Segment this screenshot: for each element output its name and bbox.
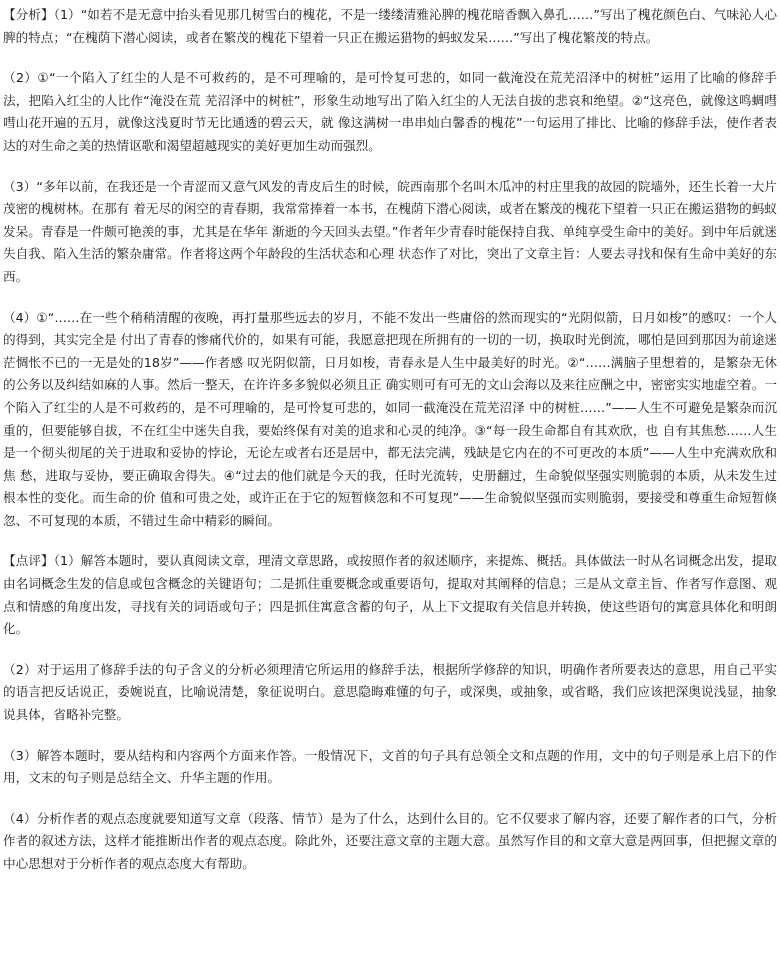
comment-paragraph-3: （3）解答本题时，要从结构和内容两个方面来作答。一般情况下，文首的句子具有总领全文和点题的作用，文中的句子则是承上启下的作用，文末的句子则是总结全文、升华主题的作用。 [3,747,777,786]
analysis-paragraph-1 [3,4,777,49]
analysis-label: 【分析】 [3,7,54,22]
analysis-paragraph-3: （3）“多年以前，在我还是一个青涩而又意气风发的青皮后生的时候，皖西南那个名叫木瓜冲的村庄里我的故园的院墙外，还生长着一大片茂密的槐树林。在那有 着无尽的闲空的青春期，我常常捧着一本书，在槐荫下潜心阅读，或者在繁茂的槐花下望着一只正在搬运猎物的蚂蚁发呆。青春是一件颇可艳羡的事，尤其是在华年 渐逝的今天回头去望。”作者年少青春时能保持自我、单纯享受生命中的美好。到中年后就迷失自我、陷入生活的繁杂庸常。作者将这两个年龄段的生活状态和心理 状态作了对比，突出了文章主旨：人要去寻找和保有生命中美好的东西。 [3,178,777,284]
analysis-paragraph-4: （4）①“……在一些个稍稍清醒的夜晚，再打量那些远去的岁月，不能不发出一些庸俗的然而现实的“光阴似箭，日月如梭”的感叹：一个人的得到，其实完全是 付出了青春的惨痛代价的，如果有可能，我愿意把现在所拥有的一切的一切，换取时光倒流，哪怕是回到那因为前途迷茫惆怅不已的一无是处的18岁”——作者感 叹光阴似箭，日月如梭，青春永是人生中最美好的时光。②“……满脑子里想着的，是繁杂无休的公务以及纠结如麻的人事。然后一整天，在许许多多貌似必须且正 确实则可有可无的文山会海以及来往应酬之中，密密实实地虚空着。一个陷入了红尘的人是不可救药的，是不可理喻的，是可怜复可悲的，如同一截淹没在荒芜沼泽 中的树桩……”——人生不可避免是繁杂而沉重的，但要能够自拔，不在红尘中迷失自我，要始终保有对美的追求和心灵的纯净。③“每一段生命都自有其欢欣，也 自有其焦愁……人生是一个彻头彻尾的关于进取和妥协的悖论，无论左或者右还是居中，都无法完满，残缺是它内在的不可更改的本质”——人生中充满欢欣和焦 愁，进取与妥协，要正确取舍得失。④“过去的他们就是今天的我，任时光流转，史册翻过，生命貌似坚强实则脆弱的本质，从未发生过根本性的变化。而生命的价 值和可贵之处，或许正在于它的短暂倏忽和不可复现”——生命貌似坚强而实则脆弱，要接受和尊重生命短暂倏忽、不可复现的本质，不错过生命中精彩的瞬间。 [3,309,777,528]
analysis-paragraph-2: （2）①“一个陷入了红尘的人是不可救药的，是不可理喻的，是可怜复可悲的，如同一截淹没在荒芜沼泽中的树桩”运用了比喻的修辞手法，把陷入红尘的人比作“淹没在荒 芜沼泽中的树桩”，形象生动地写出了陷入红尘的人无法自拔的悲哀和绝望。②“这亮色，就像这鸣蜩嘒嘒山花开遍的五月，就像这浅夏时节无比通透的碧云天，就 像这满树一串串灿白馨香的槐花”一句运用了排比、比喻的修辞手法，使作者表达的对生命之美的热情讴歌和渴望超越现实的美好更加生动而强烈。 [3,70,777,153]
comment-paragraph-4: （4）分析作者的观点态度就要知道写文章（段落、情节）是为了什么，达到什么目的。它不仅要求了解内容，还要了解作者的口气，分析作者的叙述方法，这样才能推断出作者的观点态度。除此外，还要注意文章的主题大意。虽然写作目的和文章大意是两回事，但把握文章的中心思想对于分析作者的观点态度大有帮助。 [3,810,777,871]
comment-label: 【点评】 [3,553,54,569]
comment-paragraph-1 [3,550,777,640]
comment-paragraph-2: （2）对于运用了修辞手法的句子含义的分析必须理清它所运用的修辞手法，根据所学修辞的知识，明确作者所要表达的意思，用自己平实的语言把反话说正，委婉说直，比喻说清楚，象征说明白。意思隐晦难懂的句子，或深奥，或抽象，或省略，我们应该把深奥说浅显，抽象说具体，省略补完整。 [3,661,777,723]
analysis-text-1: （1）“如若不是无意中抬头看见那几树雪白的槐花，不是一缕缕清雅沁脾的槐花暗香飘入鼻孔……”写出了槐花颜色白、气味沁人心脾的特点；“在槐荫下潜心阅读，或者在繁茂的槐花下望着一只正在搬运猎物的蚂蚁发呆……”写出了槐花繁茂的特点。 [3,7,778,45]
comment-text-1: （1）解答本题时，要认真阅读文章，理清文章思路，或按照作者的叙述顺序，来提炼、概括。具体做法一时从名词概念出发，提取由名词概念生发的信息或包含概念的关键语句；二是抓住重要概念或重要语句，提取对其阐释的信息；三是从文章主旨、作者写作意图、观点和情感的角度出发，寻找有关的词语或句子；四是抓住寓意含蓄的句子，从上下文提取有关信息并转换，使这些语句的寓意具体化和明朗化。 [3,553,778,637]
